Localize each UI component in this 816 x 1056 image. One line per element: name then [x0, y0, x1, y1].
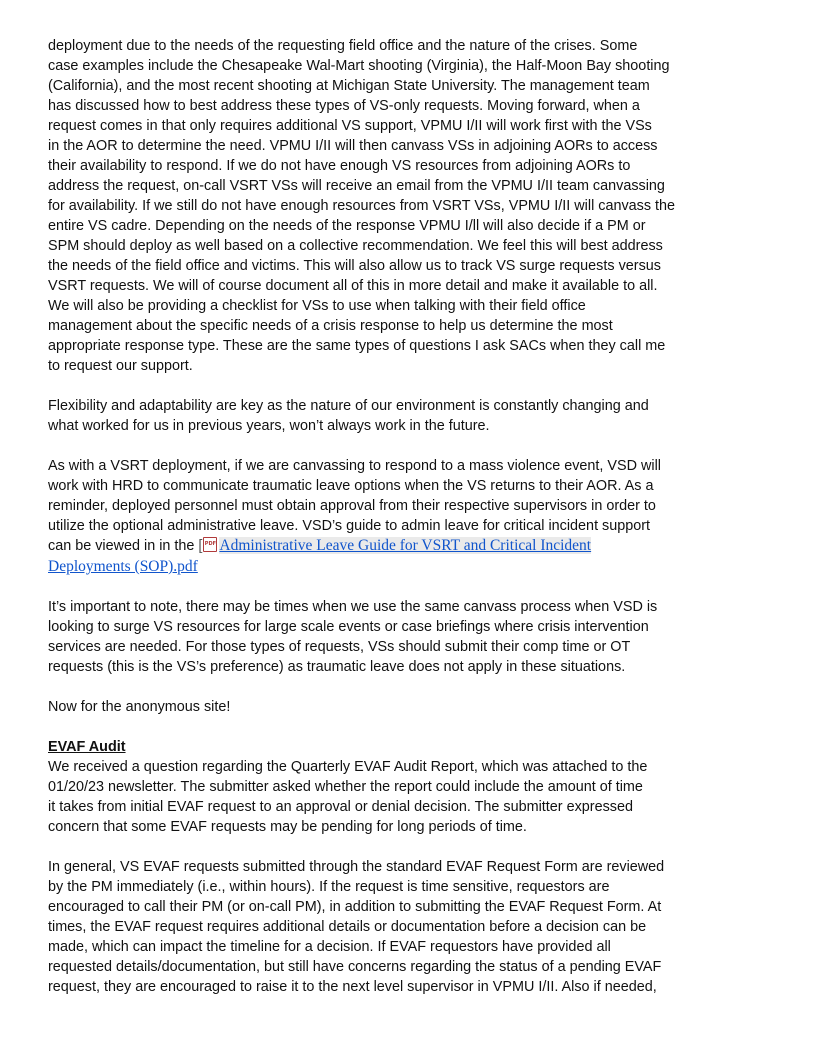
text-line: It’s important to note, there may be times when we use the same canvass process when VSD is — [48, 599, 658, 615]
text-line: 01/20/23 newsletter. The submitter asked whether the report could include the amount of time — [48, 779, 643, 795]
text-line: times, the EVAF request requires additional details or documentation before a decision can be — [48, 919, 647, 935]
text-line: As with a VSRT deployment, if we are canvassing to respond to a mass violence event, VSD will — [48, 458, 661, 474]
text-line: work with HRD to communicate traumatic leave options when the VS returns to their AOR. As a — [48, 478, 654, 494]
admin-leave-guide-link-continued[interactable]: Deployments (SOP).pdf — [48, 558, 198, 575]
link-prefix: can be viewed in in the — [48, 538, 195, 554]
paragraph-surge-resources — [48, 597, 688, 677]
text-line: (California), and the most recent shooting at Michigan State University. The management team — [48, 78, 650, 94]
text-line: request, they are encouraged to raise it to the next level supervisor in VPMU I/II. Also if needed, — [48, 979, 657, 995]
paragraph-vs-requests — [48, 36, 688, 376]
text-line: Flexibility and adaptability are key as the nature of our environment is constantly changing and — [48, 398, 649, 414]
section-heading-evaf-audit: EVAF Audit — [48, 739, 126, 755]
text-line: has discussed how to best address these types of VS-only requests. Moving forward, when a — [48, 98, 640, 114]
text-line: SPM should deploy as well based on a collective recommendation. We feel this will best address — [48, 238, 663, 254]
text-line: reminder, deployed personnel must obtain approval from their respective supervisors in order to — [48, 498, 656, 514]
text-line: In general, VS EVAF requests submitted through the standard EVAF Request Form are reviewed — [48, 859, 665, 875]
paragraph-gap — [48, 837, 688, 857]
text-line: address the request, on-call VSRT VSs will receive an email from the VPMU I/II team canvassing — [48, 178, 665, 194]
text-line: what worked for us in previous years, won’t always work in the future. — [48, 418, 490, 434]
text-line: the needs of the field office and victims. This will also allow us to track VS surge requests versus — [48, 258, 661, 274]
paragraph-gap — [48, 577, 688, 597]
paragraph-flexibility — [48, 396, 688, 436]
paragraph-evaf-question — [48, 757, 688, 837]
link-line — [48, 557, 688, 577]
paragraph-gap — [48, 717, 688, 737]
paragraph-evaf-process — [48, 857, 688, 997]
text-line: We received a question regarding the Quarterly EVAF Audit Report, which was attached to the — [48, 759, 648, 775]
text-line: concern that some EVAF requests may be pending for long periods of time. — [48, 819, 527, 835]
text-line: requests (this is the VS’s preference) as traumatic leave does not apply in these situations. — [48, 659, 626, 675]
text-line: by the PM immediately (i.e., within hours). If the request is time sensitive, requestors are — [48, 879, 610, 895]
paragraph-traumatic-leave — [48, 456, 688, 577]
text-line: Now for the anonymous site! — [48, 699, 231, 715]
text-line: for availability. If we still do not have enough resources from VSRT VSs, VPMU I/II will canvass the — [48, 198, 676, 214]
text-line: case examples include the Chesapeake Wal-Mart shooting (Virginia), the Half-Moon Bay shooting — [48, 58, 670, 74]
text-line: it takes from initial EVAF request to an approval or denial decision. The submitter expressed — [48, 799, 633, 815]
pdf-file-icon[interactable]: PDF — [203, 537, 217, 552]
text-line: VSRT requests. We will of course document all of this in more detail and make it available to all. — [48, 278, 658, 294]
text-line: to request our support. — [48, 358, 193, 374]
text-line: in the AOR to determine the need. VPMU I/II will then canvass VSs in adjoining AORs to access — [48, 138, 658, 154]
text-line: management about the specific needs of a crisis response to help us determine the most — [48, 318, 613, 334]
text-line: entire VS cadre. Depending on the needs of the response VPMU I/ll will also decide if a PM or — [48, 218, 646, 234]
chip-bracket: [ — [198, 538, 203, 554]
admin-leave-guide-link[interactable]: Administrative Leave Guide for VSRT and Critical Incident — [219, 537, 592, 554]
paragraph-gap — [48, 436, 688, 456]
text-line: services are needed. For those types of requests, VSs should submit their comp time or OT — [48, 639, 631, 655]
link-line — [48, 536, 688, 557]
text-line: their availability to respond. If we do not have enough VS resources from adjoining AORs to — [48, 158, 631, 174]
paragraph-gap — [48, 376, 688, 396]
text-line: looking to surge VS resources for large scale events or case briefings where crisis intervention — [48, 619, 649, 635]
text-line: encouraged to call their PM (or on-call PM), in addition to submitting the EVAF Request Form. At — [48, 899, 662, 915]
text-line: appropriate response type. These are the same types of questions I ask SACs when they call me — [48, 338, 666, 354]
text-line: request comes in that only requires additional VS support, VPMU I/II will work first with the VSs — [48, 118, 652, 134]
text-line: deployment due to the needs of the requesting field office and the nature of the crises. Some — [48, 38, 638, 54]
paragraph-gap — [48, 677, 688, 697]
document-page — [48, 36, 688, 997]
text-line: made, which can impact the timeline for a decision. If EVAF requestors have provided all — [48, 939, 611, 955]
text-line: utilize the optional administrative leave. VSD’s guide to admin leave for critical incident support — [48, 518, 651, 534]
text-line: requested details/documentation, but still have concerns regarding the status of a pending EVAF — [48, 959, 662, 975]
text-line: We will also be providing a checklist for VSs to use when talking with their field office — [48, 298, 586, 314]
paragraph-anonymous-site — [48, 697, 688, 717]
